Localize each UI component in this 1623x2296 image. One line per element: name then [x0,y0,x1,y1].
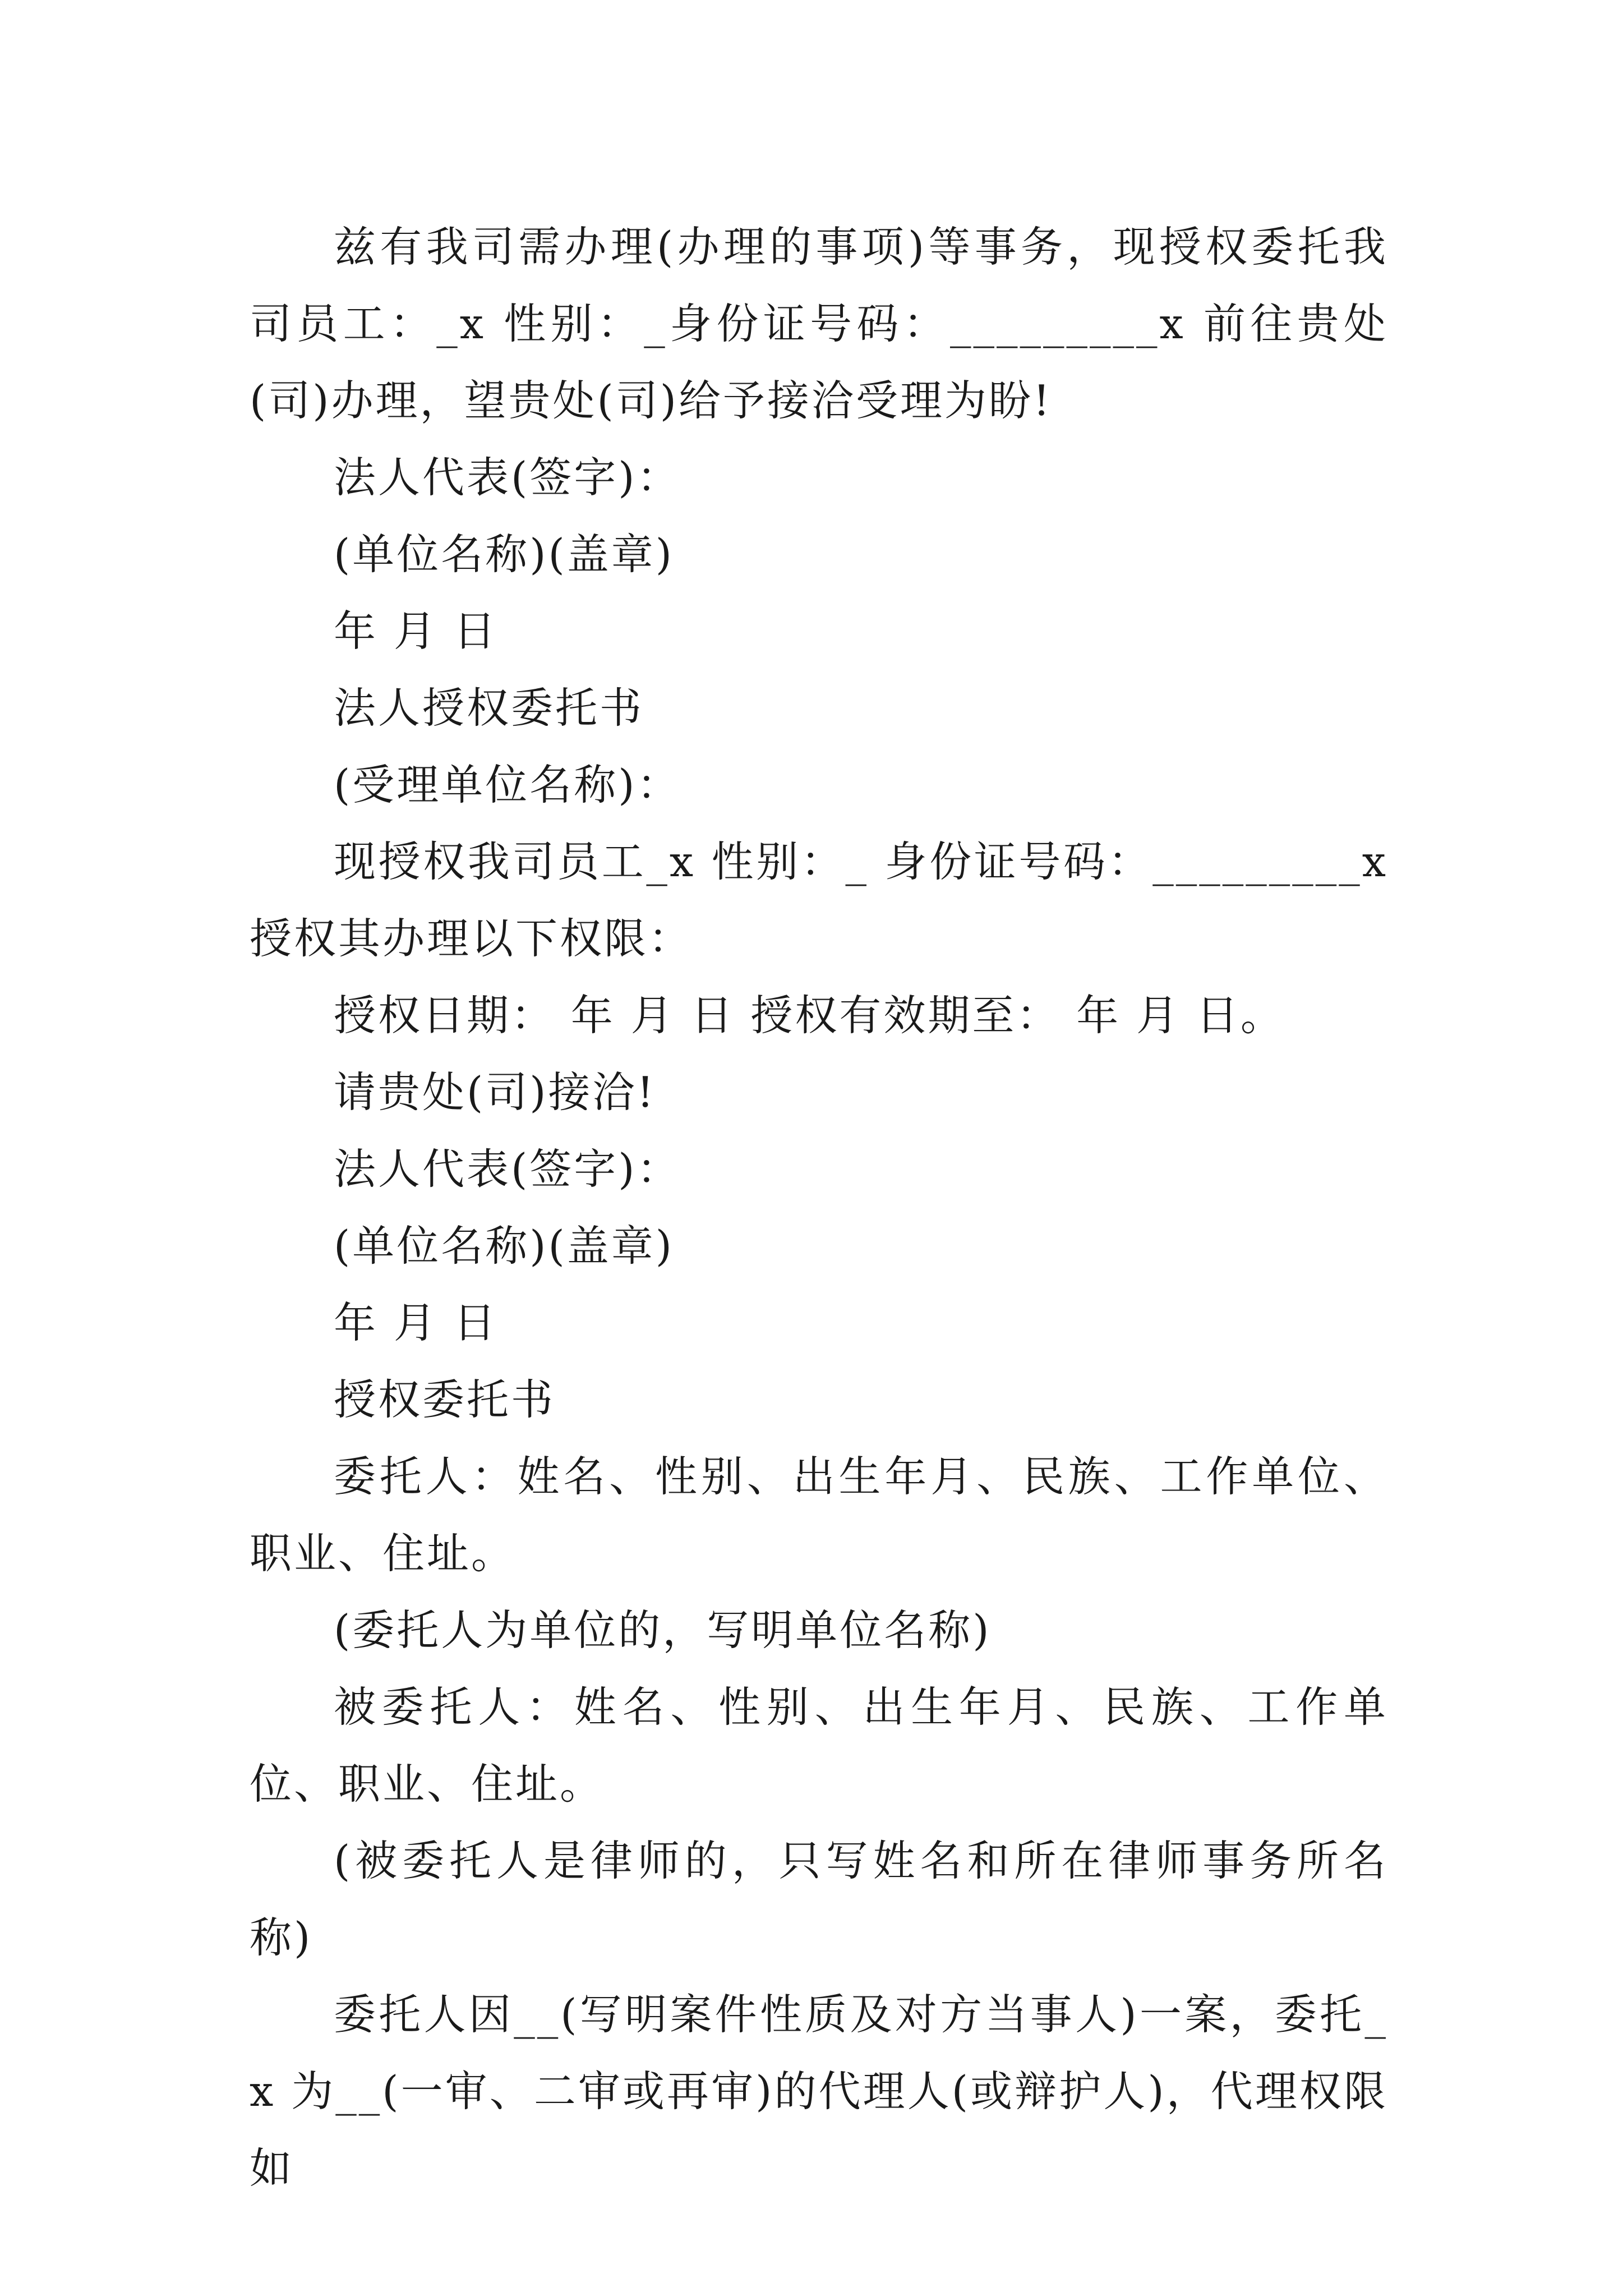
paragraph-agent-note: (被委托人是律师的，只写姓名和所在律师事务所名称) [250,1836,1388,1962]
paragraph-agent: 被委托人：姓名、性别、出生年月、民族、工作单位、职业、住址。 [250,1682,1388,1809]
paragraph-date-2: 年 月 日 [334,1298,498,1347]
paragraph-recipient: (受理单位名称)： [334,760,681,809]
paragraph-case: 委托人因__(写明案件性质及对方当事人)一案，委托_x 为__(一审、二审或再审)的代理人(或辩护人)，代理权限如 [250,1990,1388,2193]
paragraph-intro: 兹有我司需办理(办理的事项)等事务，现授权委托我司员工：_x 性别：_身份证号码：_________x 前往贵处(司)办理，望贵处(司)给予接洽受理为盼! [250,222,1388,425]
paragraph-principal-note: (委托人为单位的，写明单位名称) [334,1605,992,1655]
paragraph-authorization: 现授权我司员工_x 性别：_ 身份证号码：_________x 授权其办理以下权限： [250,837,1388,963]
document-body [250,209,1388,2207]
paragraph-legal-rep-sign: 法人代表(签字)： [334,453,681,502]
section-title-legal-authorization: 法人授权委托书 [334,683,644,733]
paragraph-principal: 委托人：姓名、性别、出生年月、民族、工作单位、职业、住址。 [250,1452,1388,1578]
paragraph-authorization-dates: 授权日期： 年 月 日 授权有效期至： 年 月 日。 [334,991,1285,1040]
paragraph-request: 请贵处(司)接洽! [334,1068,656,1117]
paragraph-legal-rep-sign-2: 法人代表(签字)： [334,1144,681,1194]
section-title-authorization: 授权委托书 [334,1375,556,1424]
paragraph-date: 年 月 日 [334,606,498,656]
paragraph-unit-seal: (单位名称)(盖章) [334,530,675,579]
paragraph-unit-seal-2: (单位名称)(盖章) [334,1221,675,1271]
